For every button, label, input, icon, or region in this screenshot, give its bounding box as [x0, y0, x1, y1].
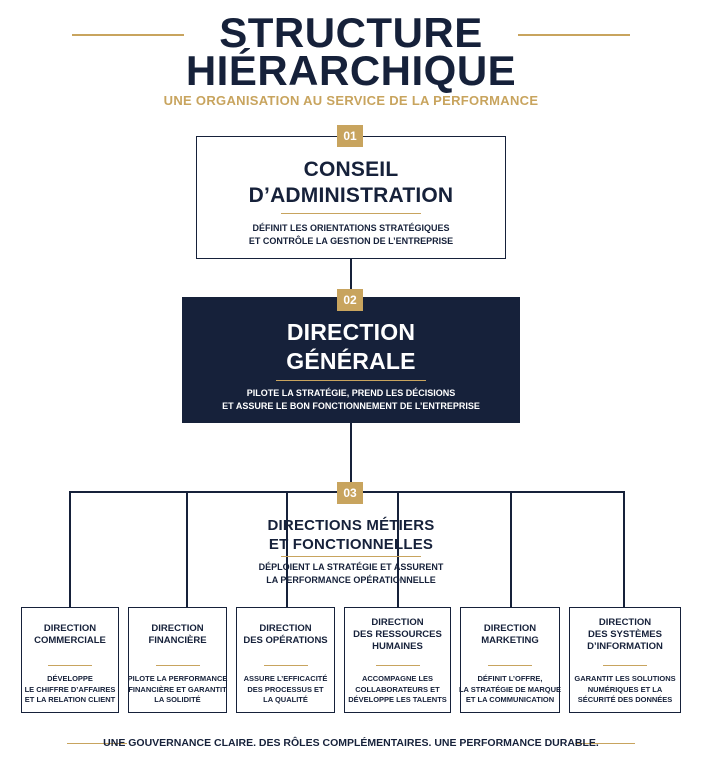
level-3-title-line1: DIRECTIONS MÉTIERS: [267, 517, 435, 534]
level-1-box: [196, 136, 506, 259]
department-operations-desc-line2: DES PROCESSUS ET: [247, 684, 324, 694]
page-title-line2: HIÉRARCHIQUE: [185, 47, 517, 94]
department-financiere-desc-line3: LA SOLIDITÉ: [154, 695, 201, 705]
department-marketing-title-line2: MARKETING: [481, 635, 539, 646]
level-2-desc-line2: ET ASSURE LE BON FONCTIONNEMENT DE L’ENTREPRISE: [222, 401, 480, 411]
footer-tagline: UNE GOUVERNANCE CLAIRE. DES RÔLES COMPLÉMENTAIRES. UNE PERFORMANCE DURABLE.: [103, 737, 599, 749]
level-2-title-line2: GÉNÉRALE: [286, 348, 416, 374]
department-rh-title-line3: HUMAINES: [372, 641, 423, 652]
department-marketing-title-line1: DIRECTION: [483, 623, 537, 634]
department-marketing-desc-line2: LA STRATÉGIE DE MARQUE: [458, 684, 562, 694]
department-marketing-separator: [488, 665, 532, 666]
page-title-line1: STRUCTURE: [219, 9, 483, 56]
level-3-desc-line2: LA PERFORMANCE OPÉRATIONNELLE: [266, 575, 436, 585]
department-si-desc-line2: NUMÉRIQUES ET LA: [587, 684, 663, 694]
level-3-title-line2: ET FONCTIONNELLES: [268, 536, 434, 553]
level-1-title-line1: CONSEIL: [303, 158, 399, 181]
department-rh-desc-line3: DÉVELOPPE LES TALENTS: [348, 695, 447, 705]
level-1-desc-line2: ET CONTRÔLE LA GESTION DE L’ENTREPRISE: [248, 236, 454, 246]
department-rh-desc-line1: ACCOMPAGNE LES: [361, 674, 434, 684]
department-financiere-title-line2: FINANCIÈRE: [148, 635, 207, 646]
department-si-separator: [603, 665, 647, 666]
level-3-separator: [281, 556, 421, 557]
department-marketing: [460, 607, 560, 713]
level-2-badge: 02: [337, 289, 363, 311]
department-si-title-line1: DIRECTION: [598, 617, 652, 628]
department-marketing-desc-line1: DÉFINIT L’OFFRE,: [477, 674, 543, 684]
level-2-title-line1: DIRECTION: [286, 319, 416, 345]
department-commerciale-desc-line3: ET LA RELATION CLIENT: [24, 695, 116, 705]
department-commerciale-desc-line2: LE CHIFFRE D’AFFAIRES: [24, 684, 116, 694]
department-financiere-title-line1: DIRECTION: [151, 623, 204, 634]
page-subtitle: UNE ORGANISATION AU SERVICE DE LA PERFORMANCE: [163, 93, 539, 108]
department-rh-separator: [376, 665, 420, 666]
department-commerciale-title-line1: DIRECTION: [43, 623, 97, 634]
department-operations-title-line1: DIRECTION: [259, 623, 312, 634]
department-si-desc-line3: SÉCURITÉ DES DONNÉES: [577, 695, 673, 705]
department-operations-separator: [264, 665, 308, 666]
level-1-title-line2: D’ADMINISTRATION: [248, 184, 454, 207]
department-rh-title-line1: DIRECTION: [371, 617, 424, 628]
department-ressources-humaines: [344, 607, 451, 713]
department-commerciale-title-line2: COMMERCIALE: [34, 635, 106, 646]
department-operations-desc-line1: ASSURE L’EFFICACITÉ: [243, 674, 328, 684]
department-financiere: [128, 607, 227, 713]
department-marketing-desc-line3: ET LA COMMUNICATION: [465, 695, 555, 705]
department-rh-desc-line2: COLLABORATEURS ET: [355, 684, 440, 694]
department-si-desc-line1: GARANTIT LES SOLUTIONS: [574, 674, 676, 684]
level-1-separator: [281, 213, 421, 214]
level-3-desc-line1: DÉPLOIENT LA STRATÉGIE ET ASSURENT: [258, 562, 444, 572]
level-2-box: [182, 297, 520, 423]
department-rh-title-line2: DES RESSOURCES: [353, 629, 442, 640]
department-operations-title-line2: DES OPÉRATIONS: [243, 635, 328, 646]
level-1-badge: 01: [337, 125, 363, 147]
department-commerciale-separator: [48, 665, 92, 666]
level-3-badge: 03: [337, 482, 363, 504]
level-2-desc-line1: PILOTE LA STRATÉGIE, PREND LES DÉCISIONS: [246, 388, 456, 398]
level-1-desc-line1: DÉFINIT LES ORIENTATIONS STRATÉGIQUES: [252, 223, 450, 233]
department-financiere-separator: [156, 665, 200, 666]
department-financiere-desc-line2: FINANCIÈRE ET GARANTIT: [128, 684, 227, 694]
department-commerciale: [21, 607, 119, 713]
department-si-title-line3: D’INFORMATION: [587, 641, 663, 652]
department-si-title-line2: DES SYSTÈMES: [588, 629, 662, 640]
department-systemes-information: [569, 607, 681, 713]
department-operations: [236, 607, 335, 713]
department-operations-desc-line3: LA QUALITÉ: [263, 695, 308, 705]
department-financiere-desc-line1: PILOTE LA PERFORMANCE: [127, 674, 228, 684]
level-2-separator: [276, 380, 426, 381]
department-commerciale-desc-line1: DÉVELOPPE: [47, 674, 93, 684]
